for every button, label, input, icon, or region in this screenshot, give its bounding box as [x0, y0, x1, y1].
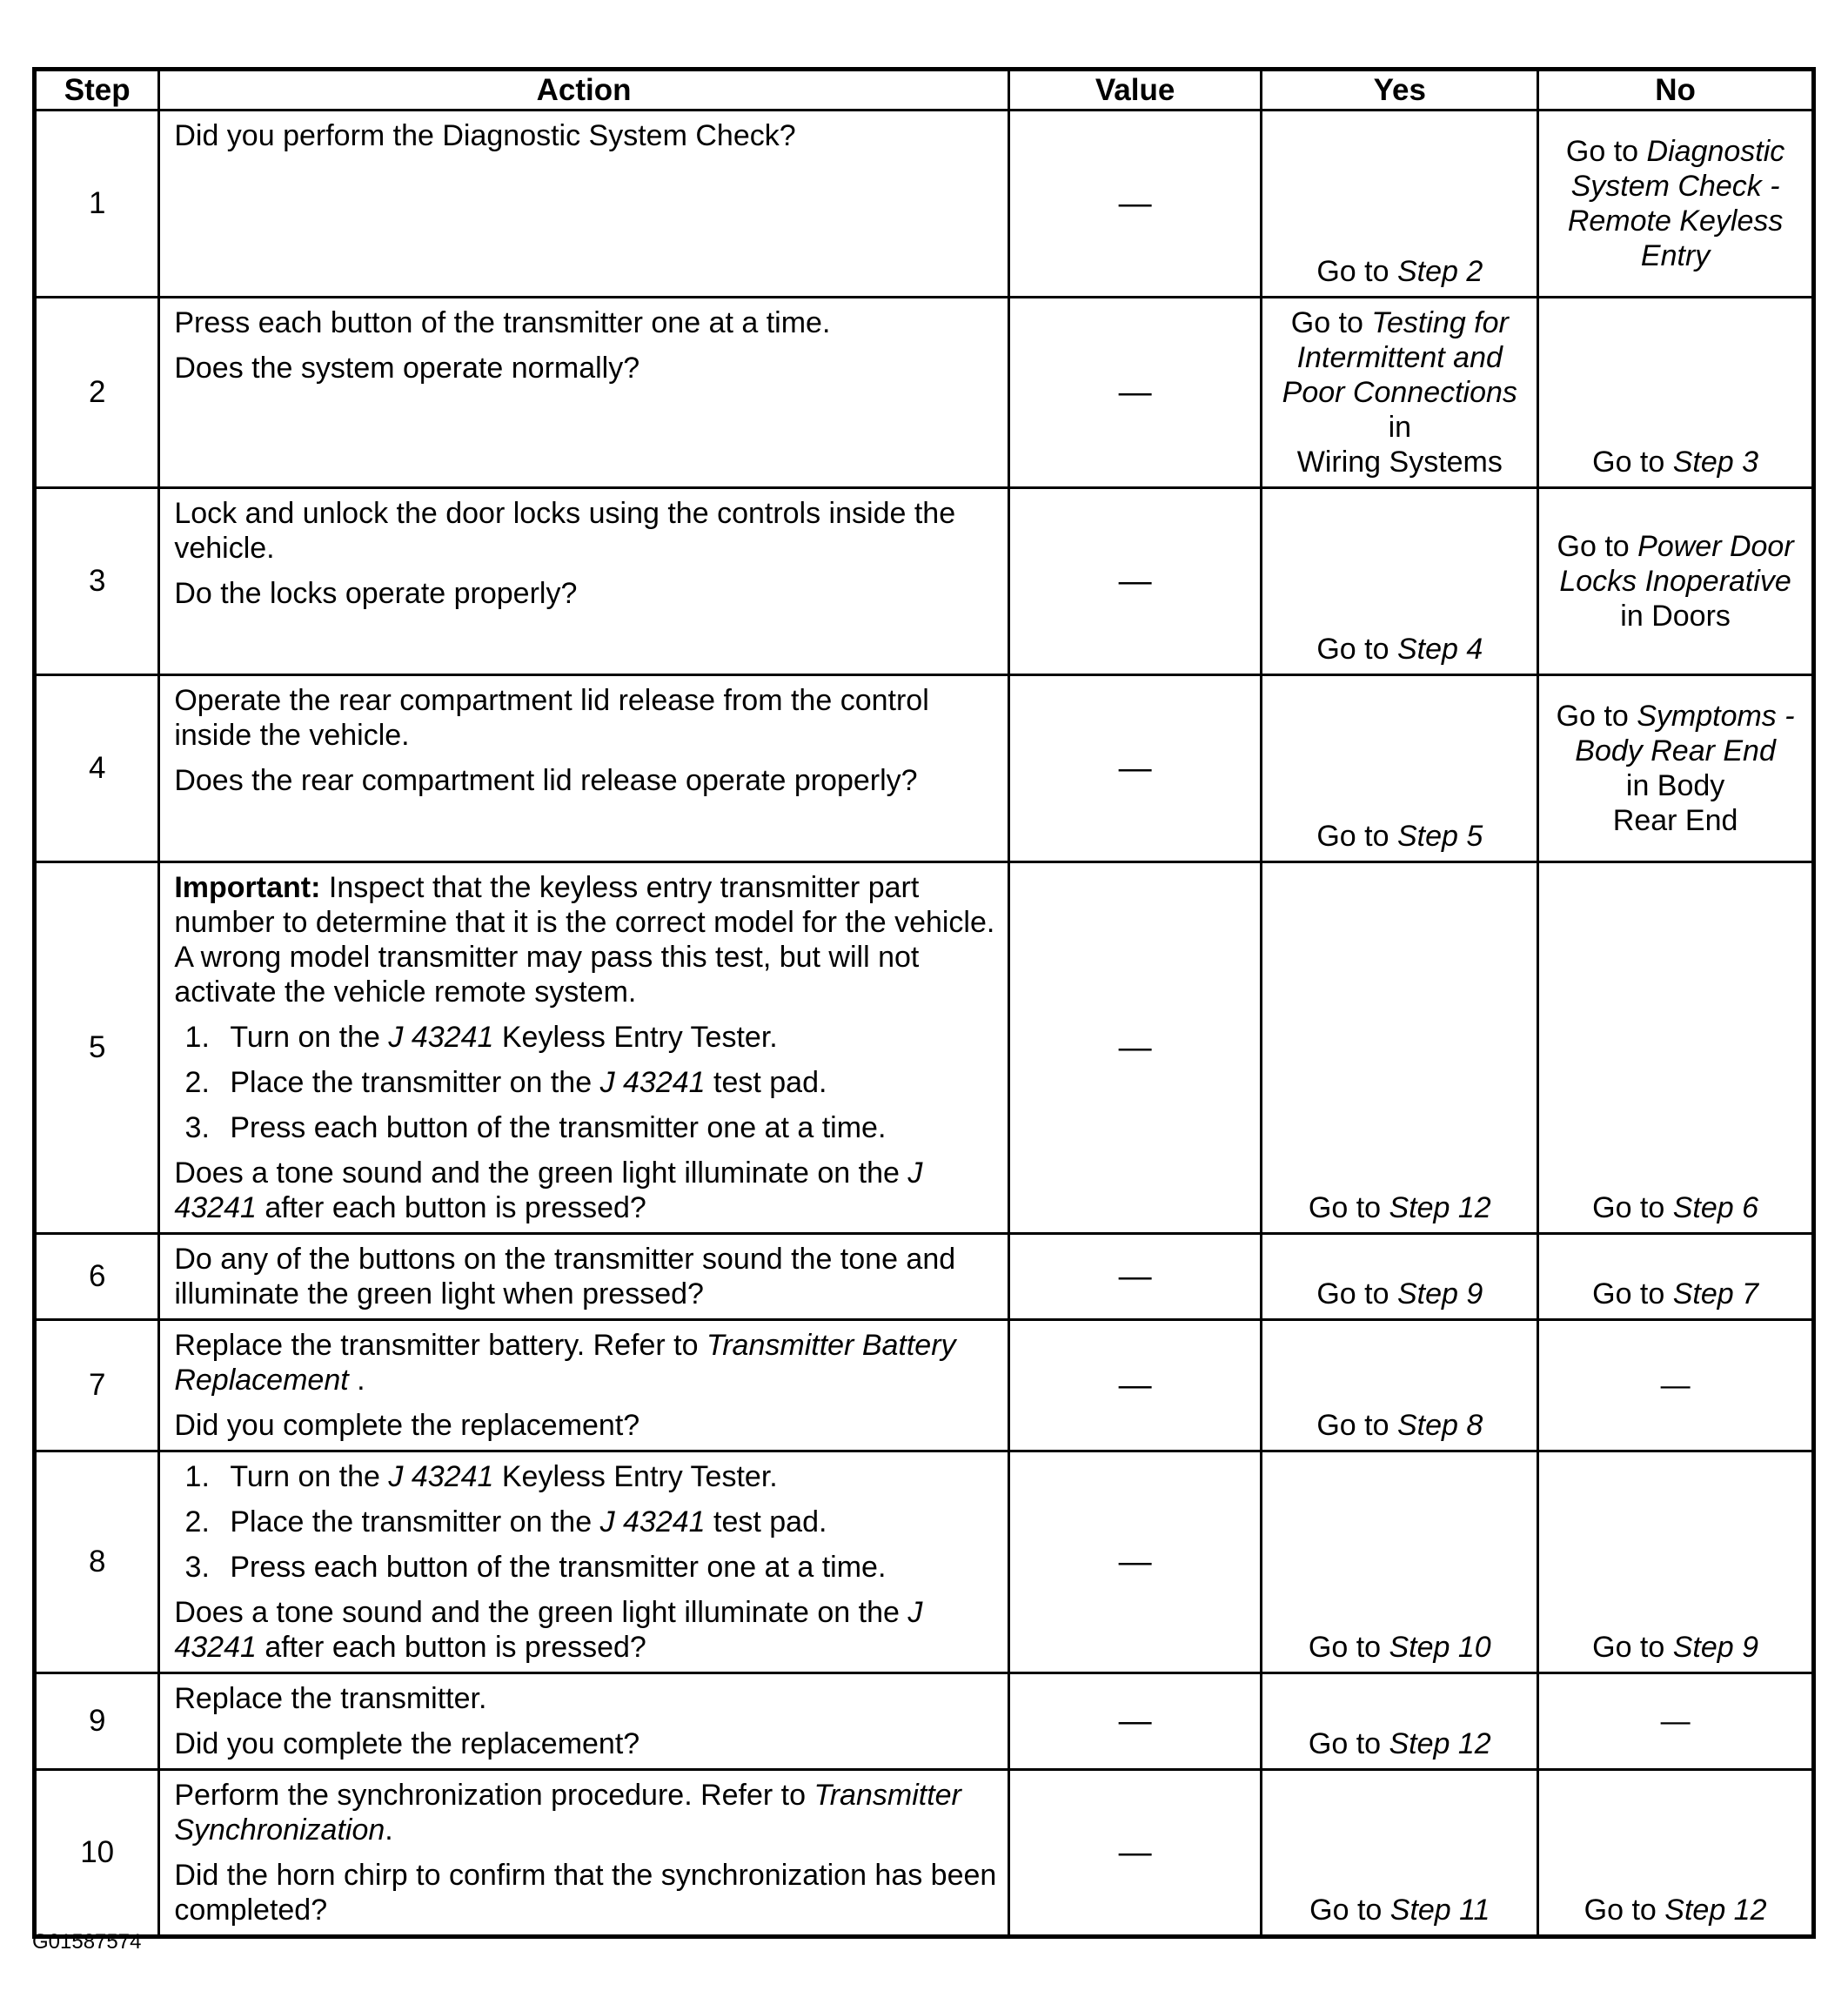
action-cell	[159, 1673, 1008, 1770]
goto-prefix: Go to	[1584, 1894, 1665, 1927]
step-number: 2	[35, 298, 159, 488]
action-cell	[159, 111, 1008, 298]
table-row	[35, 1234, 1814, 1320]
goto-suffix: in Doors	[1620, 600, 1731, 633]
procedure-list	[174, 1459, 998, 1585]
header-yes: Yes	[1262, 70, 1538, 111]
header-value: Value	[1008, 70, 1262, 111]
yes-cell	[1262, 1673, 1538, 1770]
no-cell	[1538, 1234, 1814, 1320]
step-number: 4	[35, 675, 159, 862]
goto-link[interactable]: Power Door Locks Inoperative	[1559, 530, 1794, 598]
step-number: 7	[35, 1320, 159, 1451]
yes-cell	[1262, 1770, 1538, 1937]
goto-prefix: Go to	[1316, 633, 1397, 666]
yes-cell	[1262, 675, 1538, 862]
no-cell	[1538, 862, 1814, 1234]
goto-link[interactable]: Step 12	[1389, 1727, 1491, 1760]
table-row	[35, 1673, 1814, 1770]
value-cell: —	[1008, 1770, 1262, 1937]
action-cell	[159, 675, 1008, 862]
tool-ref: J 43241	[174, 1156, 923, 1224]
list-item: 1. Turn on the J 43241 Keyless Entry Tester.	[218, 1459, 998, 1494]
goto-link[interactable]: Step 12	[1389, 1191, 1491, 1224]
no-cell	[1538, 675, 1814, 862]
yes-cell	[1262, 488, 1538, 675]
action-question: Does a tone sound and the green light illuminate on the J 43241 after each button is pressed?	[174, 1596, 923, 1664]
action-cell	[159, 862, 1008, 1234]
action-question: Did you complete the replacement?	[174, 1727, 640, 1760]
action-question: Do the locks operate properly?	[174, 577, 578, 610]
goto-link[interactable]: Step 3	[1672, 446, 1759, 479]
tool-ref: J 43241	[599, 1505, 706, 1538]
goto-prefix: Go to	[1308, 1191, 1389, 1224]
value-cell: —	[1008, 1451, 1262, 1673]
goto-prefix: Go to	[1316, 1409, 1397, 1442]
action-text: Press each button of the transmitter one at a time.	[174, 306, 831, 339]
diagnostic-table	[32, 67, 1816, 1939]
yes-cell	[1262, 298, 1538, 488]
goto-link[interactable]: Step 9	[1672, 1631, 1759, 1664]
important-label: Important:	[174, 871, 321, 904]
goto-link[interactable]: Testing for Intermittent and Poor Connections	[1282, 306, 1517, 409]
header-no: No	[1538, 70, 1814, 111]
table-row	[35, 675, 1814, 862]
action-text: Perform the synchronization procedure. Refer to Transmitter Synchronization.	[174, 1779, 961, 1847]
procedure-ref[interactable]: Transmitter Battery Replacement	[174, 1329, 956, 1397]
yes-cell	[1262, 1451, 1538, 1673]
action-question: Does a tone sound and the green light illuminate on the J 43241 after each button is pressed?	[174, 1156, 923, 1224]
table-row	[35, 1770, 1814, 1937]
no-cell	[1538, 298, 1814, 488]
yes-cell	[1262, 862, 1538, 1234]
action-cell	[159, 1451, 1008, 1673]
goto-prefix: Go to	[1309, 1894, 1390, 1927]
yes-cell	[1262, 111, 1538, 298]
goto-link[interactable]: Diagnostic System Check - Remote Keyless Entry	[1567, 135, 1785, 272]
goto-suffix: Wiring Systems	[1296, 446, 1503, 479]
no-cell	[1538, 488, 1814, 675]
step-number: 3	[35, 488, 159, 675]
action-question: Do any of the buttons on the transmitter sound the tone and illuminate the green light when pressed?	[174, 1243, 956, 1311]
goto-link[interactable]: Step 9	[1396, 1277, 1483, 1311]
figure-id: G01587574	[32, 1930, 142, 1954]
goto-link[interactable]: Step 7	[1672, 1277, 1759, 1311]
goto-prefix: Go to	[1557, 530, 1638, 563]
action-text: Replace the transmitter battery. Refer to Transmitter Battery Replacement .	[174, 1329, 956, 1397]
goto-link[interactable]: Step 11	[1389, 1894, 1490, 1927]
action-question: Does the rear compartment lid release operate properly?	[174, 764, 918, 797]
important-text: Inspect that the keyless entry transmitter part number to determine that it is the correct model for the vehicle. A wrong model transmitter may pass this test, but will not activate the vehicle remote system.	[174, 871, 995, 1009]
table-row	[35, 1320, 1814, 1451]
list-item: 1. Turn on the J 43241 Keyless Entry Tester.	[218, 1020, 998, 1055]
action-cell	[159, 488, 1008, 675]
tool-ref: J 43241	[388, 1460, 494, 1493]
tool-ref: J 43241	[599, 1066, 706, 1099]
goto-prefix: Go to	[1290, 306, 1372, 339]
goto-link[interactable]: Step 2	[1396, 255, 1483, 288]
action-question: Did the horn chirp to confirm that the synchronization has been completed?	[174, 1859, 997, 1927]
value-cell: —	[1008, 298, 1262, 488]
table-row	[35, 298, 1814, 488]
action-text: Did you perform the Diagnostic System Check?	[174, 119, 796, 152]
yes-cell	[1262, 1320, 1538, 1451]
goto-prefix: Go to	[1592, 1191, 1673, 1224]
value-cell: —	[1008, 111, 1262, 298]
goto-prefix: Go to	[1308, 1631, 1389, 1664]
important-note	[174, 870, 998, 1009]
table-header-row	[35, 70, 1814, 111]
goto-suffix: in	[1388, 411, 1412, 444]
step-number: 8	[35, 1451, 159, 1673]
goto-link[interactable]: Step 12	[1664, 1894, 1767, 1927]
action-cell	[159, 1234, 1008, 1320]
no-cell: —	[1538, 1673, 1814, 1770]
header-step: Step	[35, 70, 159, 111]
action-cell	[159, 1770, 1008, 1937]
goto-prefix: Go to	[1316, 1277, 1397, 1311]
goto-link[interactable]: Symptoms - Body Rear End	[1575, 700, 1795, 768]
no-cell	[1538, 1451, 1814, 1673]
value-cell: —	[1008, 675, 1262, 862]
action-cell	[159, 298, 1008, 488]
procedure-ref[interactable]: Transmitter Synchronization	[174, 1779, 961, 1847]
action-question: Did you complete the replacement?	[174, 1409, 640, 1442]
value-cell: —	[1008, 1320, 1262, 1451]
action-text: Operate the rear compartment lid release from the control inside the vehicle.	[174, 684, 929, 752]
list-item: 3. Press each button of the transmitter one at a time.	[218, 1550, 998, 1585]
tool-ref: J 43241	[388, 1021, 494, 1054]
action-text: Replace the transmitter.	[174, 1682, 487, 1715]
list-item: 2. Place the transmitter on the J 43241 test pad.	[218, 1065, 998, 1100]
goto-link[interactable]: Step 4	[1396, 633, 1483, 666]
value-cell: —	[1008, 1673, 1262, 1770]
action-text: Lock and unlock the door locks using the controls inside the vehicle.	[174, 497, 956, 565]
step-number: 5	[35, 862, 159, 1234]
step-number: 10	[35, 1770, 159, 1937]
goto-prefix: Go to	[1316, 820, 1397, 853]
goto-prefix: Go to	[1592, 1277, 1673, 1311]
value-cell: —	[1008, 488, 1262, 675]
goto-prefix: Go to	[1308, 1727, 1389, 1760]
goto-prefix: Go to	[1556, 700, 1637, 733]
header-action: Action	[159, 70, 1008, 111]
table-row	[35, 1451, 1814, 1673]
goto-link[interactable]: Step 10	[1389, 1631, 1491, 1664]
value-cell: —	[1008, 862, 1262, 1234]
goto-prefix: Go to	[1316, 255, 1397, 288]
action-cell	[159, 1320, 1008, 1451]
table-row	[35, 862, 1814, 1234]
value-cell: —	[1008, 1234, 1262, 1320]
procedure-list	[174, 1020, 998, 1145]
action-question: Does the system operate normally?	[174, 352, 640, 385]
list-item: 2. Place the transmitter on the J 43241 test pad.	[218, 1505, 998, 1539]
goto-suffix: Rear End	[1612, 804, 1738, 837]
tool-ref: J 43241	[174, 1596, 923, 1664]
list-item: 3. Press each button of the transmitter one at a time.	[218, 1110, 998, 1145]
goto-link[interactable]: Step 5	[1396, 820, 1483, 853]
step-number: 9	[35, 1673, 159, 1770]
goto-link[interactable]: Step 6	[1672, 1191, 1759, 1224]
step-number: 1	[35, 111, 159, 298]
step-number: 6	[35, 1234, 159, 1320]
yes-cell	[1262, 1234, 1538, 1320]
goto-link[interactable]: Step 8	[1396, 1409, 1483, 1442]
no-cell	[1538, 1770, 1814, 1937]
goto-prefix: Go to	[1592, 1631, 1673, 1664]
no-cell: —	[1538, 1320, 1814, 1451]
goto-prefix: Go to	[1565, 135, 1647, 168]
table-row	[35, 488, 1814, 675]
table-row	[35, 111, 1814, 298]
goto-prefix: Go to	[1592, 446, 1673, 479]
goto-suffix: in Body	[1625, 769, 1725, 802]
no-cell	[1538, 111, 1814, 298]
